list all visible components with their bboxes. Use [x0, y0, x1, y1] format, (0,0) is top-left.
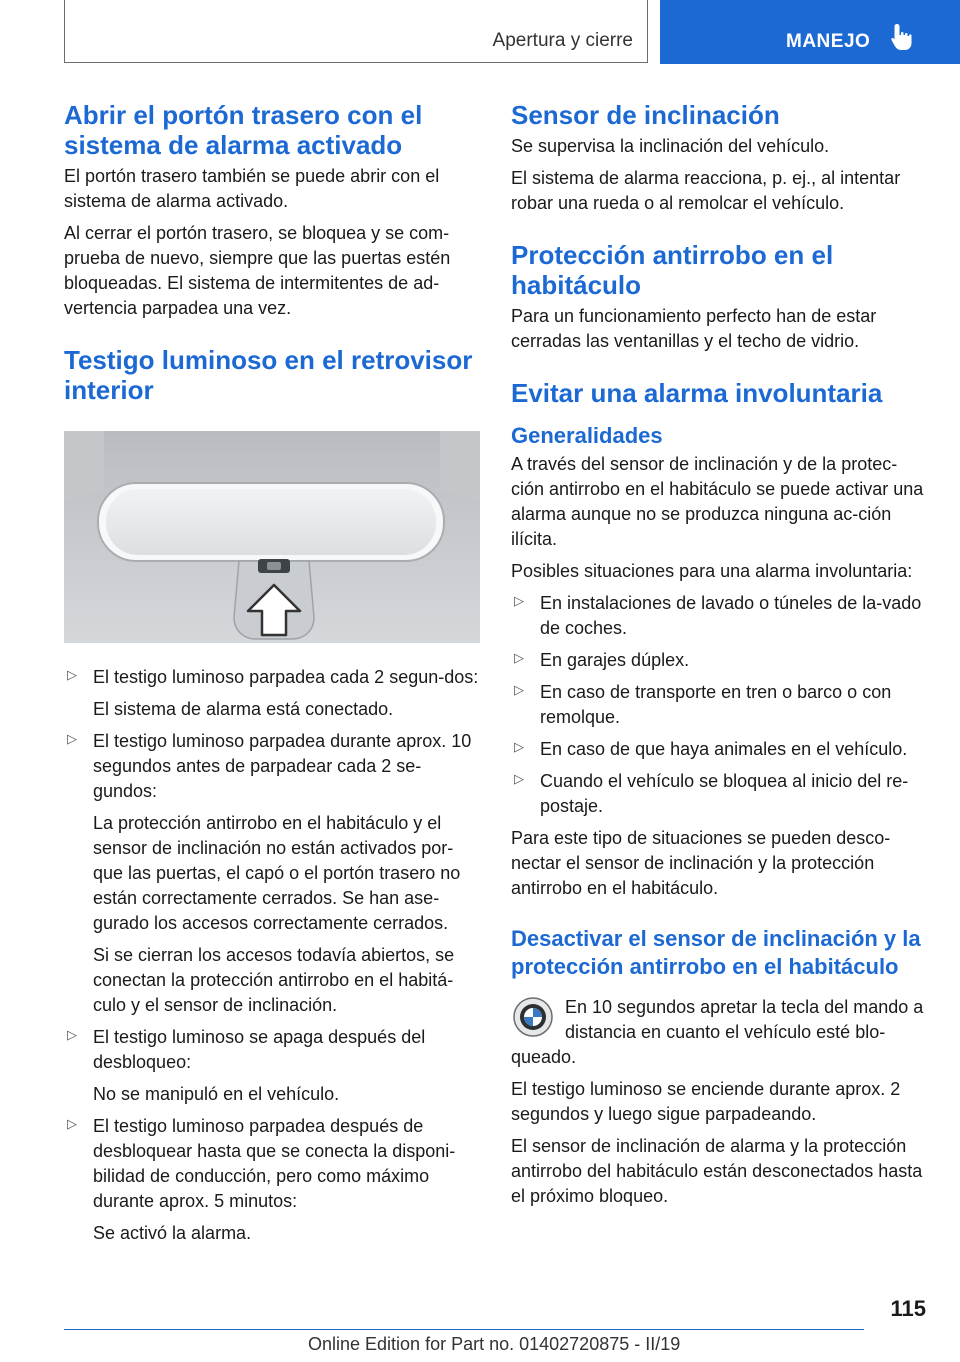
- list-item: ▷ El testigo luminoso parpadea después de desbloquear hasta que se conecta la disponi-bilidad de conducción, pero como máximo durante aprox. 5 minutos: Se activó la alarma.: [67, 1116, 456, 1243]
- heading-general: Generalidades: [511, 423, 663, 448]
- list-item: ▷ En instalaciones de lavado o túneles de la-vado de coches.: [514, 593, 922, 638]
- triangle-bullet-icon: ▷: [514, 650, 524, 665]
- triangle-bullet-icon: ▷: [67, 667, 77, 682]
- paragraph: El sistema de alarma reacciona, p. ej., al intentar robar una rueda o al remolcar el vehículo.: [511, 168, 901, 213]
- section-title: Apertura y cierre: [492, 30, 633, 51]
- paragraph: En 10 segundos apretar la tecla del mando a distancia en cuanto el vehículo esté blo-queado.: [511, 997, 924, 1067]
- heading-avoid-false-alarm: Evitar una alarma involuntaria: [511, 378, 883, 408]
- rearview-mirror-image: [64, 431, 480, 643]
- paragraph: Para este tipo de situaciones se pueden desco-nectar el sensor de inclinación y la protección antirrobo en el habitáculo.: [511, 828, 891, 898]
- paragraph: Para un funcionamiento perfecto han de estar cerradas las ventanillas y el techo de vidrio.: [511, 306, 877, 351]
- triangle-bullet-icon: ▷: [67, 1116, 77, 1131]
- triangle-bullet-icon: ▷: [514, 682, 524, 697]
- edition-note: Online Edition for Part no. 01402720875 - II/19: [308, 1334, 681, 1354]
- paragraph: El sensor de inclinación de alarma y la protección antirrobo del habitáculo están desconectados hasta el próximo bloqueo.: [511, 1136, 923, 1206]
- triangle-bullet-icon: ▷: [514, 593, 524, 608]
- false-alarm-list: [511, 591, 929, 819]
- paragraph: A través del sensor de inclinación y de la protec-ción antirrobo en el habitáculo se puede activar una alarma aunque no se produzca ninguna ac-ción ilícita.: [511, 454, 924, 549]
- paragraph: Al cerrar el portón trasero, se bloquea y se com-prueba de nuevo, siempre que las puertas estén bloqueadas. El sistema de intermitentes de ad-vertencia parpadea una vez.: [64, 223, 451, 318]
- paragraph: El testigo luminoso se enciende durante aprox. 2 segundos y luego sigue parpadeando.: [511, 1079, 901, 1124]
- indicator-list: [64, 665, 480, 1246]
- list-item: ▷ El testigo luminoso parpadea durante aprox. 10 segundos antes de parpadear cada 2 se-gundos: La protección antirrobo en el habitáculo y el sensor de inclinación no están activados por-que las puertas, el capó o el portón trasero no están correctamente cerrados. Se han ase-gurado los accesos correctamente cerrados. Si se cierran los accesos todavía abiertos, se conectan la protección antirrobo en el habitá-culo y el sensor de inclinación.: [67, 731, 472, 1015]
- list-item: ▷ En garajes dúplex.: [514, 650, 690, 670]
- heading-deactivate-sensor: Desactivar el sensor de inclinación y la protección antirrobo en el habitáculo: [511, 926, 921, 979]
- chapter-tab-label: MANEJO: [786, 31, 871, 52]
- heading-indicator-light: Testigo luminoso en el retrovisor interior: [64, 345, 473, 405]
- triangle-bullet-icon: ▷: [67, 731, 77, 746]
- paragraph: Posibles situaciones para una alarma involuntaria:: [511, 561, 913, 581]
- list-item: ▷ En caso de que haya animales en el vehículo.: [514, 739, 908, 759]
- page-number: 115: [890, 1296, 926, 1321]
- page-header: [64, 0, 960, 64]
- bmw-key-button-icon: [513, 997, 553, 1037]
- heading-tilt-sensor: Sensor de inclinación: [511, 100, 780, 130]
- triangle-bullet-icon: ▷: [514, 771, 524, 786]
- footer-divider: [64, 1329, 864, 1330]
- left-column: [64, 100, 480, 1253]
- list-item: ▷ El testigo luminoso se apaga después del desbloqueo: No se manipuló en el vehículo.: [67, 1027, 426, 1104]
- heading-open-tailgate: Abrir el portón trasero con el sistema de alarma activado: [64, 100, 423, 160]
- paragraph: Se supervisa la inclinación del vehículo.: [511, 136, 830, 156]
- list-item: ▷ El testigo luminoso parpadea cada 2 segun-dos: El sistema de alarma está conectado.: [67, 667, 479, 719]
- header-section-box: [64, 0, 648, 63]
- triangle-bullet-icon: ▷: [67, 1027, 77, 1042]
- list-item: ▷ En caso de transporte en tren o barco o con remolque.: [514, 682, 892, 727]
- list-item: ▷ Cuando el vehículo se bloquea al inicio del re-postaje.: [514, 771, 909, 816]
- right-column: [511, 100, 929, 1216]
- paragraph: El portón trasero también se puede abrir con el sistema de alarma activado.: [64, 166, 440, 211]
- remote-key-instruction: [511, 995, 929, 1070]
- hand-pointer-icon: [890, 22, 916, 52]
- chapter-tab: [660, 0, 960, 64]
- heading-interior-protection: Protección antirrobo en el habitáculo: [511, 240, 834, 300]
- triangle-bullet-icon: ▷: [514, 739, 524, 754]
